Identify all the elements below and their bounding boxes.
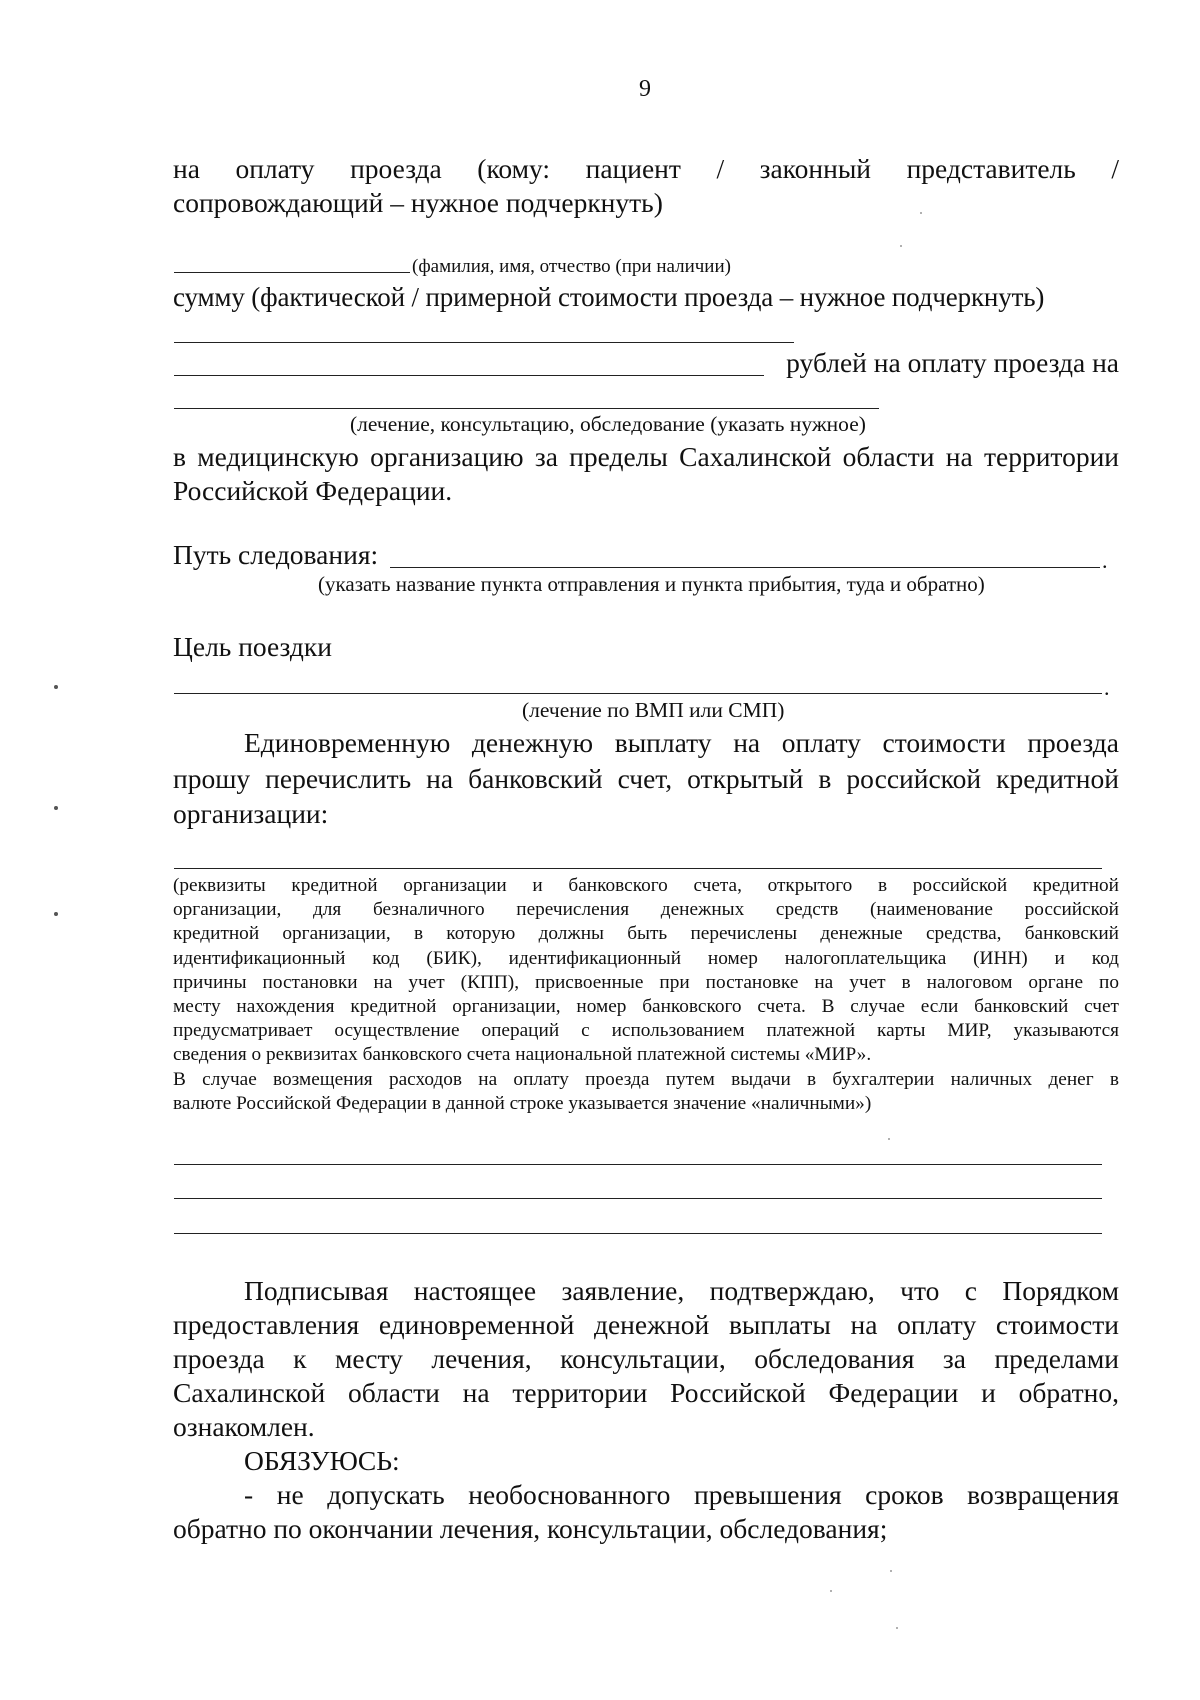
- goal-dot: .: [1104, 675, 1110, 700]
- signing-line-2: предоставления единовременной денежной выплаты на оплату стоимости: [173, 1309, 1119, 1340]
- signing-line-5: ознакомлен.: [173, 1411, 315, 1442]
- med-org-line-2: Российской Федерации.: [173, 475, 453, 506]
- requisites-main: [173, 874, 1119, 1068]
- requisites-fill-line-3[interactable]: [174, 1233, 1102, 1234]
- route-label: Путь следования:: [173, 539, 379, 570]
- payee-word: оплату: [235, 153, 315, 184]
- commit-line-2: обратно по окончании лечения, консультации, обследования;: [173, 1513, 888, 1544]
- requisites-line: организации, для безналичного перечисления денежных средств (наименование российской: [173, 899, 1119, 921]
- commit-line-1: - не допускать необоснованного превышения сроков возвращения: [244, 1479, 1119, 1510]
- signing-line-1: Подписывая настоящее заявление, подтверждаю, что с Порядком: [244, 1275, 1119, 1306]
- fio-label: (фамилия, имя, отчество (при наличии): [412, 256, 731, 277]
- payee-word: /: [716, 153, 725, 184]
- route-hint: (указать название пункта отправления и пункта прибытия, туда и обратно): [318, 572, 985, 596]
- med-org-line-1: в медицинскую организацию за пределы Сахалинской области на территории: [173, 441, 1119, 472]
- requisites-line: (реквизиты кредитной организации и банковского счета, открытого в российской кредитной: [173, 875, 1119, 896]
- scan-speck: [888, 1138, 890, 1140]
- scan-speck: [900, 245, 902, 247]
- purpose-hint: (лечение, консультацию, обследование (указать нужное): [350, 412, 866, 436]
- page-number: 9: [639, 76, 651, 102]
- scan-speck: [830, 1590, 832, 1592]
- scan-speck: [920, 212, 922, 214]
- payment-para-line-2: прошу перечислить на банковский счет, открытый в российской кредитной: [173, 763, 1119, 794]
- purpose-underline[interactable]: [174, 408, 879, 409]
- requisites-line: предусматривает осуществление операций с использованием платежной карты МИР, указываются: [173, 1020, 1119, 1042]
- sum-underline-2[interactable]: [174, 375, 764, 376]
- payment-para-line-3: организации:: [173, 798, 329, 829]
- payee-word: пациент: [585, 153, 681, 184]
- scan-speck: [896, 1627, 898, 1629]
- requisites-fill-line-2[interactable]: [174, 1198, 1102, 1199]
- payee-word: проезда: [350, 153, 442, 184]
- requisites-line: месту нахождения кредитной организации, номер банковского счета. В случае если банковский счет: [173, 996, 1119, 1018]
- goal-underline[interactable]: [174, 693, 1102, 694]
- route-dot: .: [1102, 548, 1108, 573]
- scan-speck: [890, 1570, 892, 1572]
- payee-word: на: [173, 153, 200, 184]
- requisites-hint: [173, 874, 1119, 1116]
- sum-underline-1[interactable]: [174, 342, 794, 343]
- goal-hint: (лечение по ВМП или СМП): [522, 698, 785, 722]
- payee-hint-line: сопровождающий – нужное подчеркнуть): [173, 187, 663, 218]
- rub-label: рублей на оплату проезда на: [786, 347, 1119, 378]
- signing-line-3: проезда к месту лечения, консультации, обследования за пределами: [173, 1343, 1119, 1374]
- fio-underline[interactable]: [174, 272, 410, 273]
- requisites-cash: [173, 1068, 1119, 1116]
- signing-line-4: Сахалинской области на территории Российской Федерации и обратно,: [173, 1377, 1119, 1408]
- requisites-line: сведения о реквизитах банковского счета национальной платежной системы «МИР».: [173, 1044, 872, 1066]
- scan-mark: [54, 685, 58, 689]
- requisites-cash-line: валюте Российской Федерации в данной строке указывается значение «наличными»): [173, 1092, 872, 1114]
- scan-mark: [54, 912, 58, 916]
- payee-word: представитель: [906, 153, 1076, 184]
- payee-word: /: [1111, 153, 1119, 184]
- payee-word: (кому:: [477, 153, 551, 184]
- route-underline[interactable]: [390, 567, 1100, 568]
- goal-label: Цель поездки: [173, 631, 332, 662]
- requisites-fill-line-1[interactable]: [174, 1164, 1102, 1165]
- payment-para-line-1: Единовременную денежную выплату на оплату стоимости проезда: [244, 727, 1119, 758]
- sum-line: сумму (фактической / примерной стоимости проезда – нужное подчеркнуть): [173, 282, 1045, 312]
- payee-word: законный: [759, 153, 872, 184]
- requisites-line: причины постановки на учет (КПП), присвоенные при постановке на учет в налоговом органе по: [173, 971, 1119, 993]
- scan-mark: [54, 806, 58, 810]
- commit-heading: ОБЯЗУЮСЬ:: [244, 1445, 400, 1476]
- requisites-line: кредитной организации, в которую должны быть перечислены денежные средства, банковский: [173, 923, 1119, 945]
- requisites-underline[interactable]: [174, 868, 1102, 869]
- requisites-line: идентификационный код (БИК), идентификационный номер налогоплательщика (ИНН) и код: [173, 947, 1119, 969]
- payee-line: [173, 152, 1119, 186]
- requisites-cash-line: В случае возмещения расходов на оплату проезда путем выдачи в бухгалтерии наличных денег в: [173, 1068, 1119, 1090]
